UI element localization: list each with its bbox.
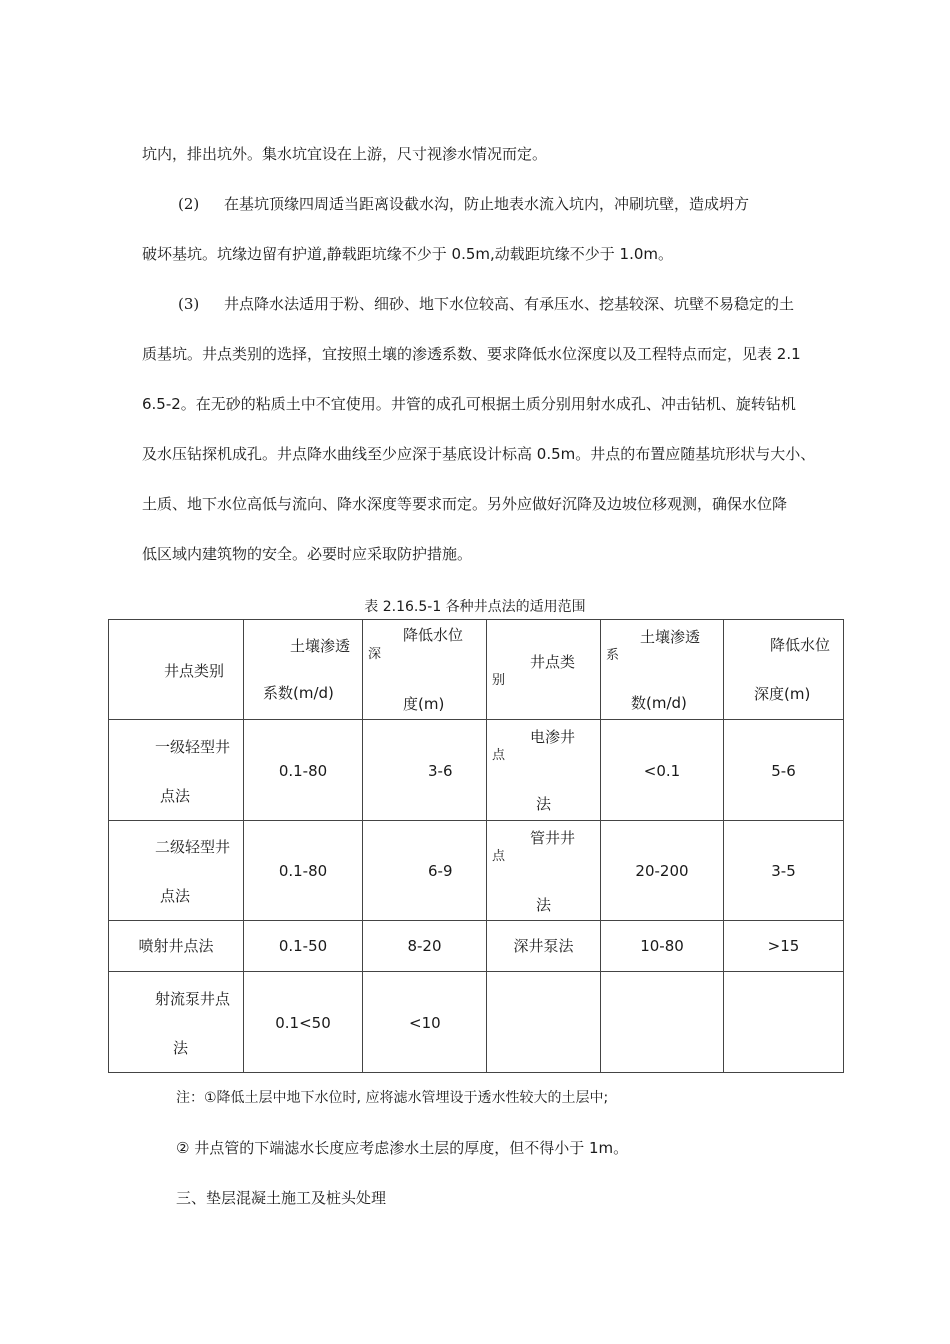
cell-text: 法 xyxy=(173,1039,189,1057)
table-cell xyxy=(363,720,487,821)
paragraph-line: 土质、地下水位高低与流向、降水深度等要求而定。另外应做好沉降及边坡位移观测，确保水位降 xyxy=(142,495,788,513)
table-note: 注：①降低土层中地下水位时, 应将滤水管埋设于透水性较大的土层中; xyxy=(176,1090,609,1106)
table-cell xyxy=(109,821,244,921)
cell-text: 5-6 xyxy=(771,762,796,780)
cell-text: <10 xyxy=(409,1014,441,1032)
table-cell xyxy=(109,921,244,972)
header-text: 井点类别 xyxy=(164,662,225,680)
cell-text: 深井泵法 xyxy=(513,937,574,955)
section-heading: 三、垫层混凝土施工及桩头处理 xyxy=(176,1189,387,1207)
cell-text: 0.1-80 xyxy=(278,862,328,880)
cell-text: 射流泵井点 xyxy=(155,990,231,1008)
header-cell xyxy=(724,620,844,720)
cell-text: 0.1<50 xyxy=(275,1014,331,1032)
cell-text: 6-9 xyxy=(428,862,453,880)
header-cell xyxy=(109,620,244,720)
cell-text: 法 xyxy=(536,896,552,914)
table-cell xyxy=(363,821,487,921)
table-cell xyxy=(244,972,363,1073)
paragraph-line: 低区域内建筑物的安全。必要时应采取防护措施。 xyxy=(142,545,473,563)
cell-text: 0.1-50 xyxy=(278,937,328,955)
paragraph-line: 破坏基坑。坑缘边留有护道,静载距坑缘不少于 0.5m,动载距坑缘不少于 1.0m。 xyxy=(142,245,674,263)
header-text: 井点类 xyxy=(530,653,576,671)
cell-text: 10-80 xyxy=(640,937,684,955)
table-cell xyxy=(363,972,487,1073)
header-text: 土壤渗透 xyxy=(640,628,701,646)
header-text: 系 xyxy=(606,648,620,663)
table-cell xyxy=(244,921,363,972)
header-cell xyxy=(363,620,487,720)
header-text: 降低水位 xyxy=(403,626,464,644)
cell-text: 3-6 xyxy=(428,762,453,780)
paragraph-line: 在基坑顶缘四周适当距离设截水沟，防止地表水流入坑内，冲刷坑壁，造成坍方 xyxy=(224,195,750,213)
cell-text: 管井井 xyxy=(530,829,576,847)
cell-text: 电渗井 xyxy=(530,728,576,746)
table-row xyxy=(109,972,844,1073)
table-cell xyxy=(724,921,844,972)
cell-text: 法 xyxy=(536,795,552,813)
cell-text: 点 xyxy=(492,849,506,864)
header-text: 别 xyxy=(492,673,506,688)
header-text: 度(m) xyxy=(403,695,445,713)
header-text: 系数(m/d) xyxy=(263,684,334,702)
table-cell xyxy=(487,821,601,921)
table-cell xyxy=(601,720,724,821)
table-note: ② 井点管的下端滤水长度应考虑渗水土层的厚度，但不得小于 1m。 xyxy=(176,1139,629,1157)
header-text: 深度(m) xyxy=(754,685,811,703)
table-header-row xyxy=(109,620,844,720)
cell-text: 点法 xyxy=(160,887,191,905)
table-cell xyxy=(601,972,724,1073)
header-cell xyxy=(601,620,724,720)
cell-text: 点法 xyxy=(160,787,191,805)
table-cell xyxy=(487,720,601,821)
header-cell xyxy=(244,620,363,720)
header-text: 降低水位 xyxy=(770,636,831,654)
cell-text: <0.1 xyxy=(643,762,681,780)
well-point-table xyxy=(108,619,844,1073)
table-cell xyxy=(244,821,363,921)
cell-text: 二级轻型井 xyxy=(155,838,231,856)
cell-text: 喷射井点法 xyxy=(138,937,214,955)
table-cell xyxy=(724,972,844,1073)
table-caption: 表 2.16.5-1 各种井点法的适用范围 xyxy=(364,599,586,615)
table-cell xyxy=(109,720,244,821)
table-cell xyxy=(601,821,724,921)
list-marker: (2) xyxy=(178,195,200,213)
table-cell xyxy=(244,720,363,821)
paragraph-line: 6.5-2。在无砂的粘质土中不宜使用。井管的成孔可根据土质分别用射水成孔、冲击钻机、旋转钻机 xyxy=(142,395,796,413)
table-row xyxy=(109,921,844,972)
table-row xyxy=(109,821,844,921)
table-cell xyxy=(601,921,724,972)
header-text: 土壤渗透 xyxy=(290,637,351,655)
table-cell xyxy=(363,921,487,972)
cell-text: 点 xyxy=(492,748,506,763)
table-cell xyxy=(109,972,244,1073)
table-cell xyxy=(724,720,844,821)
table-cell xyxy=(487,972,601,1073)
paragraph-line: 质基坑。井点类别的选择，宜按照土壤的渗透系数、要求降低水位深度以及工程特点而定，见表 2.1 xyxy=(142,345,801,363)
paragraph-line: 坑内，排出坑外。集水坑宜设在上游，尺寸视渗水情况而定。 xyxy=(142,145,548,163)
cell-text: 20-200 xyxy=(635,862,689,880)
list-marker: (3) xyxy=(178,295,200,313)
cell-text: 0.1-80 xyxy=(278,762,328,780)
paragraph-line: 井点降水法适用于粉、细砂、地下水位较高、有承压水、挖基较深、坑壁不易稳定的土 xyxy=(224,295,795,313)
header-text: 深 xyxy=(368,647,382,662)
header-cell xyxy=(487,620,601,720)
cell-text: 8-20 xyxy=(407,937,442,955)
cell-text: 3-5 xyxy=(771,862,796,880)
cell-text: 一级轻型井 xyxy=(155,738,231,756)
paragraph-line: 及水压钻探机成孔。井点降水曲线至少应深于基底设计标高 0.5m。井点的布置应随基坑形状与大小、 xyxy=(142,445,816,463)
table-cell xyxy=(724,821,844,921)
header-text: 数(m/d) xyxy=(631,694,687,712)
cell-text: >15 xyxy=(767,937,800,955)
table-row xyxy=(109,720,844,821)
table-cell xyxy=(487,921,601,972)
